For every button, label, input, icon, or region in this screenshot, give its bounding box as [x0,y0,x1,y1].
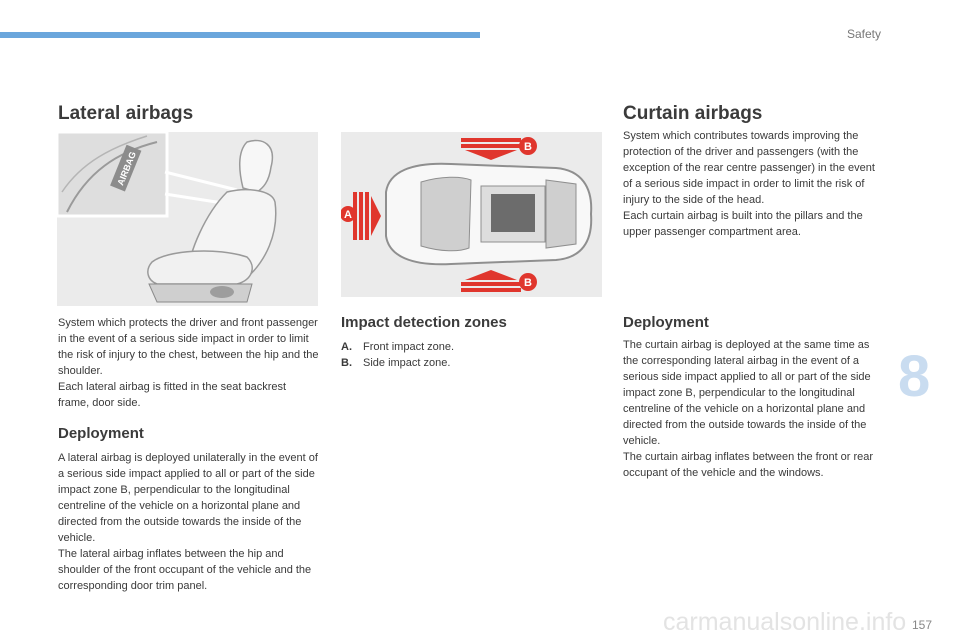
curtain-intro-p1: System which contributes towards improving the protection of the driver and passengers (with the exception of the rear centre passenger) in the event of a serious side impact in order to limit the risk of injury to the side of the head. [623,130,875,206]
section-title: Safety [847,27,882,41]
lateral-intro-p2: Each lateral airbag is fitted in the seat backrest frame, door side. [58,381,287,409]
impact-zones-figure [341,132,602,297]
zone-letter: B. [341,357,352,369]
seat-illustration [57,132,318,306]
marker-b-top: B [524,141,532,153]
curtain-intro-p2: Each curtain airbag is built into the pillars and the upper passenger compartment area. [623,210,863,238]
lateral-intro [58,315,320,411]
lateral-deployment-text [58,450,320,594]
marker-a: A [344,209,352,221]
curtain-deployment-p1: The curtain airbag is deployed at the same time as the corresponding lateral airbag in the event of a serious side impact applied to all or part of the side impact zone B, perpendicular to the longitudinal centreline of the vehicle on a horizontal plane and directed from the outside towards the inside of the vehicle. [623,339,871,447]
header-accent-bar [0,32,480,38]
curtain-airbags-title: Curtain airbags [623,103,763,124]
seat-airbag-figure [57,132,318,306]
watermark: carmanualsonline.info [663,608,907,636]
marker-b-bottom: B [524,277,532,289]
curtain-intro [623,128,883,240]
zone-letter: A. [341,341,352,353]
impact-zones-title: Impact detection zones [341,314,507,331]
curtain-deployment-text [623,337,885,481]
lateral-deployment-title: Deployment [58,425,144,442]
list-item [341,355,454,371]
curtain-deployment-title: Deployment [623,314,709,331]
curtain-deployment-p2: The curtain airbag inflates between the front or rear occupant of the vehicle and the windows. [623,451,874,479]
zone-text: Front impact zone. [363,341,455,353]
zone-text: Side impact zone. [363,357,451,369]
chapter-number: 8 [898,344,931,409]
list-item [341,339,454,355]
impact-zones-list [341,339,454,371]
lateral-deployment-p2: The lateral airbag inflates between the hip and shoulder of the front occupant of the vehicle and the corresponding door trim panel. [58,548,312,592]
lateral-deployment-p1: A lateral airbag is deployed unilaterally in the event of a serious side impact applied to all or part of the side impact zone B, perpendicular to the longitudinal centreline of the vehicle on a horizontal plane and directed from the outside towards the inside of the vehicle. [58,452,318,544]
page-number: 157 [912,618,933,632]
car-top-view-illustration [341,132,602,297]
lateral-airbags-title: Lateral airbags [58,103,194,124]
airbag-tag-label: AIRBAG [115,150,138,187]
lateral-intro-p1: System which protects the driver and front passenger in the event of a serious side impact in order to limit the risk of injury to the chest, between the hip and the shoulder. [58,317,319,377]
